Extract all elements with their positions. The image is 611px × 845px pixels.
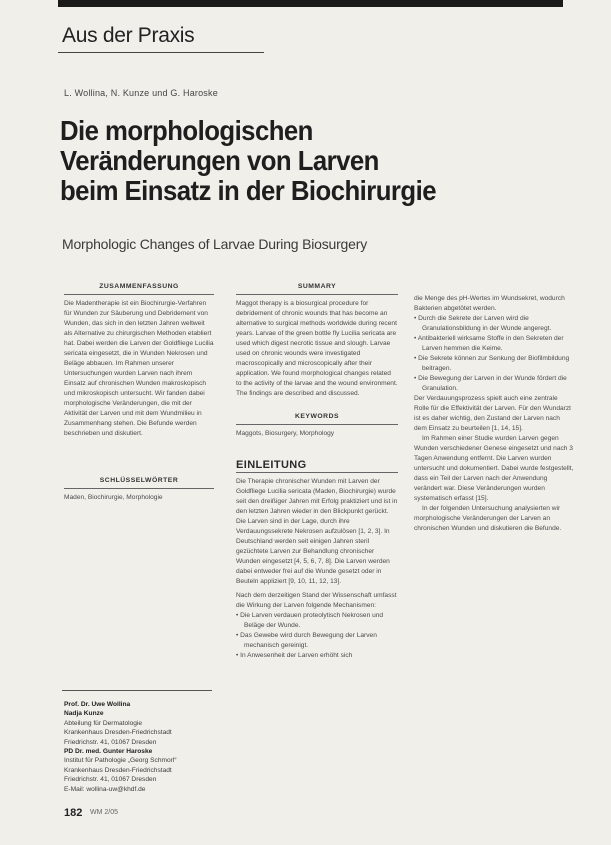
journal-label: WM 2/05 <box>90 809 119 816</box>
keywords-block <box>236 412 398 439</box>
section-rule <box>58 52 264 53</box>
zusammenfassung-heading: ZUSAMMENFASSUNG <box>99 283 179 290</box>
body-paragraph: die Menge des pH-Wertes im Wundsekret, wodurch Bakterien abgetötet werden. <box>414 295 565 312</box>
affiliation-line: Krankenhaus Dresden-Friedrichstadt <box>64 766 172 774</box>
list-item: • Die Larven verdauen proteolytisch Nekrosen und Beläge der Wunde. <box>236 612 384 629</box>
affiliation-line: Friedrichstr. 41, 01067 Dresden <box>64 738 157 746</box>
article-subtitle: Morphologic Changes of Larvae During Biosurgery <box>62 236 367 252</box>
einleitung-paragraph: Die Therapie chronischer Wunden mit Larven der Goldfliege Lucilia sericata (Maden, Biochirurgie) wurde seit den dreißiger Jahren mit Erfolg praktiziert und ist in den letzten Jahren wieder in den Blickpunkt gerückt. Die Larven sind in der Lage, durch ihre Verdauungssekrete Nekrosen aufzulösen [1, 2, 3]. In Deutschland werden seit einigen Jahren steril gezüchtete Larven zur Behandlung chronischer Wunden eingesetzt [4, 5, 6, 7, 8]. Die Larven werden dabei entweder frei auf die Wunde gesetzt oder in Beuteln appliziert [9, 10, 11, 12, 13]. <box>236 478 398 585</box>
schluesselwoerter-text: Maden, Biochirurgie, Morphologie <box>64 494 163 501</box>
affiliation-line: Krankenhaus Dresden-Friedrichstadt <box>64 729 172 737</box>
divider <box>236 424 398 425</box>
title-line: beim Einsatz in der Biochirurgie <box>60 175 436 206</box>
divider <box>64 294 214 295</box>
schluesselwoerter-heading: SCHLÜSSELWÖRTER <box>99 477 179 484</box>
affiliation-line: Abteilung für Dermatologie <box>64 719 143 727</box>
divider <box>64 488 214 489</box>
affiliations <box>64 700 214 794</box>
summary-text: Maggot therapy is a biosurgical procedure for debridement of chronic wounds that has become an alternative to surgical methods worldwide during recent years. Larvae of the green bottle fly Lucilia sericata are used which digest necrotic tissue and slough. Larvae used on chronic wounds were investigated macroscopically and microscopically after their application. We found morphological changes related to the activity of the larvae and the wound environment. The findings are described and discussed. <box>236 300 398 397</box>
list-item: • Das Gewebe wird durch Bewegung der Larven mechanisch gereinigt. <box>236 632 377 649</box>
section-title: Aus der Praxis <box>62 24 195 47</box>
schluesselwoerter-block <box>64 476 214 503</box>
list-item: • In Anwesenheit der Larven erhöht sich <box>236 652 353 659</box>
divider <box>236 472 398 473</box>
authors: L. Wollina, N. Kunze und G. Haroske <box>64 88 218 98</box>
affiliation-line: Friedrichstr. 41, 01067 Dresden <box>64 776 157 784</box>
summary-block <box>236 282 398 399</box>
body-paragraph: Im Rahmen einer Studie wurden Larven gegen Wunden verschiedener Genese eingesetzt und nach 3 Tagen Anwendung entfernt. Die Larven wurden untersucht und dokumentiert. Dabei wurde festgestellt, dass ein Teil der Larven nach der Anwendung verändert war. Diese Veränderungen wurden systematisch erfasst [15]. <box>414 435 574 502</box>
keywords-heading: KEYWORDS <box>294 413 340 420</box>
keywords-text: Maggots, Biosurgery, Morphology <box>236 430 335 437</box>
affiliation-name: Nadja Kunze <box>64 710 104 718</box>
list-item: • Die Bewegung der Larven in der Wunde fördert die Granulation. <box>414 375 567 392</box>
affiliation-line: Institut für Pathologie „Georg Schmorl“ <box>64 757 177 765</box>
title-line: Veränderungen von Larven <box>60 145 379 176</box>
list-item: • Die Sekrete können zur Senkung der Biofilmbildung beitragen. <box>414 355 570 372</box>
zusammenfassung-text: Die Madentherapie ist ein Biochirurgie-Verfahren für Wunden zur Säuberung und Debridement von Wunden, das sich in den letzten Jahren weltweit als Alternative zu chirurgischen Methoden etabliert hat. Dabei werden die Larven der Goldfliege Lucilia sericata eingesetzt, die in Wunden Nekrosen und Beläge abbauen. Im Rahmen unserer Untersuchungen wurden Larven nach ihrem Einsatz auf chronischen Wunden makroskopisch und mikroskopisch untersucht. Wir fanden dabei morphologische Veränderungen, die mit der Aktivität der Larven und mit dem Wundmilieu in Zusammenhang stehen. Die Befunde werden beschrieben und diskutiert. <box>64 300 214 437</box>
title-line: Die morphologischen <box>60 115 313 146</box>
einleitung-paragraph: Nach dem derzeitigen Stand der Wissenschaft umfasst die Wirkung der Larven folgende Mechanismen: <box>236 592 397 609</box>
zusammenfassung-block <box>64 282 214 439</box>
header-bar <box>58 0 563 7</box>
divider <box>236 294 398 295</box>
affiliation-name: Prof. Dr. Uwe Wollina <box>64 701 131 708</box>
body-paragraph: Der Verdauungsprozess spielt auch eine zentrale Rolle für die Effektivität der Larven. Für den Wundarzt ist es daher wichtig, den Zustand der Larven nach dem Einsatz zu beurteilen [1, 14, 15]. <box>414 395 571 432</box>
summary-heading: SUMMARY <box>297 283 337 290</box>
article-title <box>60 116 538 206</box>
right-column <box>414 294 574 534</box>
body-paragraph: In der folgenden Untersuchung analysierten wir morphologische Veränderungen der Larven an chronischen Wunden und diskutieren die Befunde. <box>414 505 562 532</box>
list-item: • Antibakteriell wirksame Stoffe in den Sekreten der Larven hemmen die Keime. <box>414 335 564 352</box>
einleitung-heading: EINLEITUNG <box>236 459 307 471</box>
affiliation-line: E-Mail: wollina-uw@khdf.de <box>64 785 146 793</box>
page-number: 182 <box>64 807 83 819</box>
affiliation-rule <box>62 690 212 691</box>
einleitung-block <box>236 460 398 661</box>
affiliation-name: PD Dr. med. Gunter Haroske <box>64 748 153 756</box>
list-item: • Durch die Sekrete der Larven wird die Granulationsbildung in der Wunde angeregt. <box>414 315 552 332</box>
